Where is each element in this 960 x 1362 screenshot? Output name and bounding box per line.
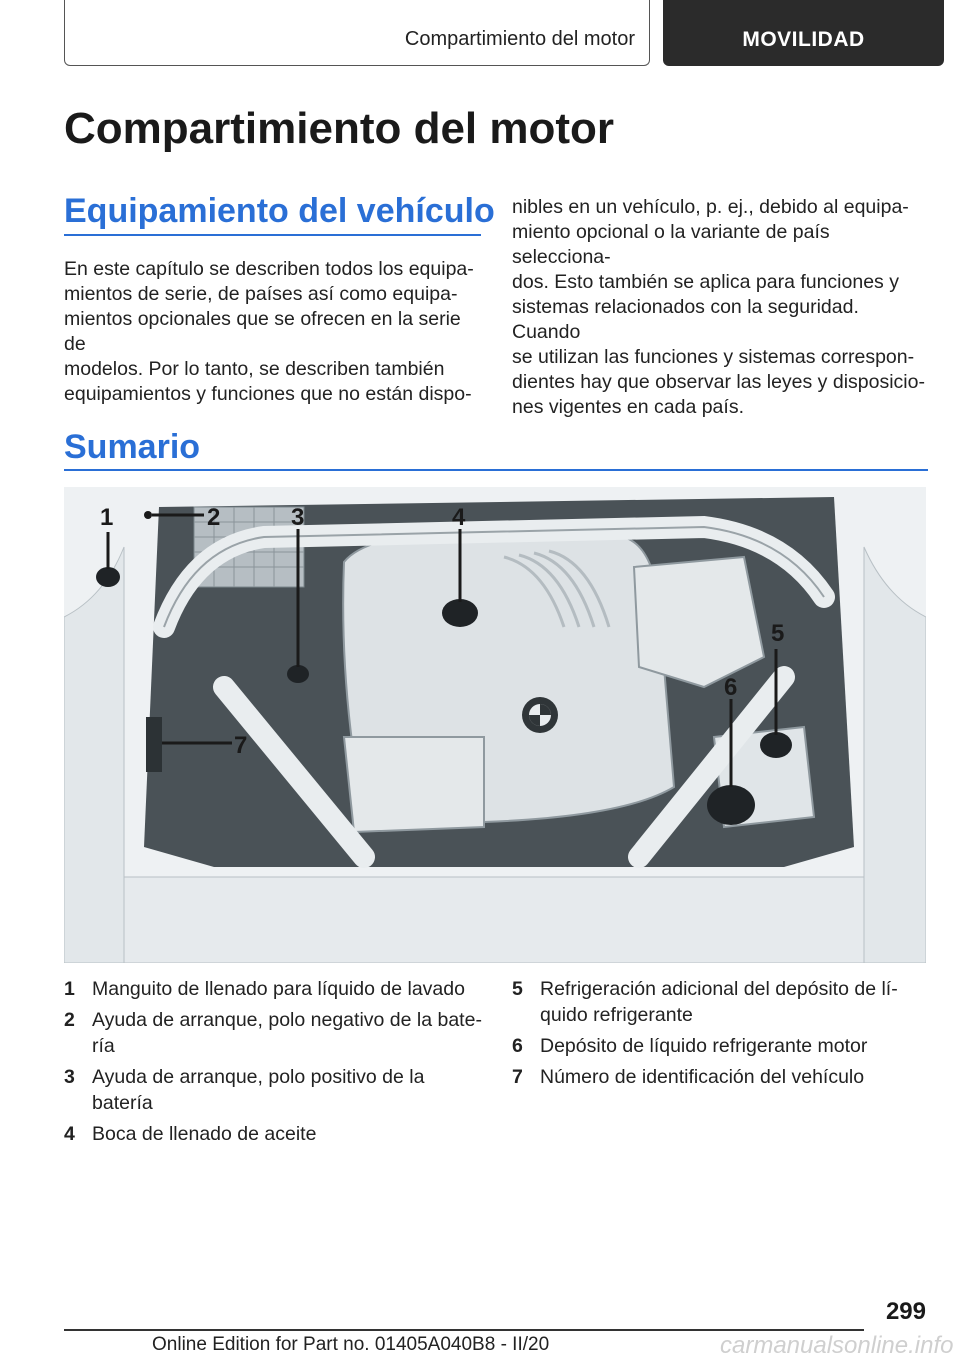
text-line: dos. Esto también se aplica para funciones y (512, 271, 899, 293)
callout-3: 3 (291, 504, 305, 531)
legend-text: Número de identificación del vehículo (540, 1066, 865, 1088)
text-line: nibles en un vehículo, p. ej., debido al equipa- (512, 196, 909, 218)
legend-number: 2 (64, 1009, 75, 1031)
legend-item (512, 1064, 932, 1090)
section-heading-equipamiento: Equipamiento del vehículo (64, 192, 495, 230)
legend-number: 1 (64, 978, 75, 1000)
footer-edition: Online Edition for Part no. 01405A040B8 - II/20 (152, 1334, 550, 1355)
legend-number: 7 (512, 1066, 523, 1088)
text-line: miento opcional o la variante de país selecciona- (512, 221, 830, 268)
header-section-title: Compartimiento del motor (404, 28, 635, 50)
watermark: carmanualsonline.info (720, 1332, 954, 1359)
legend-number: 5 (512, 978, 523, 1000)
text-line: dientes hay que observar las leyes y disposicio- (512, 371, 925, 393)
page-title: Compartimiento del motor (64, 104, 615, 153)
header-chapter-tab[interactable]: MOVILIDAD (663, 0, 944, 66)
legend-text: Boca de llenado de aceite (92, 1123, 317, 1145)
legend-left (64, 976, 484, 1152)
legend-item (64, 1121, 484, 1147)
header-section-box (64, 0, 650, 66)
legend-text: Manguito de llenado para líquido de lavado (92, 978, 465, 1000)
engine-compartment-image (64, 487, 926, 963)
legend-number: 6 (512, 1035, 523, 1057)
legend-number: 4 (64, 1123, 75, 1145)
section-heading-sumario: Sumario (64, 428, 201, 466)
section-rule (64, 469, 928, 471)
callout-6: 6 (724, 674, 738, 701)
page-number: 299 (885, 1298, 926, 1325)
callout-2: 2 (207, 504, 221, 531)
text-line: mientos de serie, de países así como equipa- (64, 283, 458, 305)
text-line: nes vigentes en cada país. (512, 396, 744, 418)
text-line: se utilizan las funciones y sistemas correspon- (512, 346, 915, 368)
legend-right (512, 976, 932, 1095)
legend-text: Refrigeración adicional del depósito de lí-quido refrigerante (540, 978, 898, 1026)
legend-text: Ayuda de arranque, polo positivo de la batería (92, 1066, 425, 1114)
legend-text: Ayuda de arranque, polo negativo de la bate-ría (92, 1009, 482, 1057)
legend-text: Depósito de líquido refrigerante motor (540, 1035, 868, 1057)
legend-item (64, 1064, 484, 1116)
text-line: En este capítulo se describen todos los equipa- (64, 258, 474, 280)
callout-4: 4 (452, 504, 466, 531)
section-rule (64, 234, 481, 236)
paragraph-col2 (512, 195, 932, 420)
paragraph-col1 (64, 257, 484, 407)
legend-number: 3 (64, 1066, 75, 1088)
text-line: modelos. Por lo tanto, se describen también (64, 358, 445, 380)
text-line: sistemas relacionados con la seguridad. Cuando (512, 296, 859, 343)
legend-item (512, 1033, 932, 1059)
callout-5: 5 (771, 620, 785, 647)
callout-7: 7 (234, 732, 248, 759)
text-line: equipamientos y funciones que no están dispo- (64, 383, 472, 405)
text-line: mientos opcionales que se ofrecen en la serie de (64, 308, 461, 355)
callout-1: 1 (100, 504, 114, 531)
legend-item (512, 976, 932, 1028)
legend-item (64, 976, 484, 1002)
legend-item (64, 1007, 484, 1059)
footer-rule (64, 1329, 864, 1331)
